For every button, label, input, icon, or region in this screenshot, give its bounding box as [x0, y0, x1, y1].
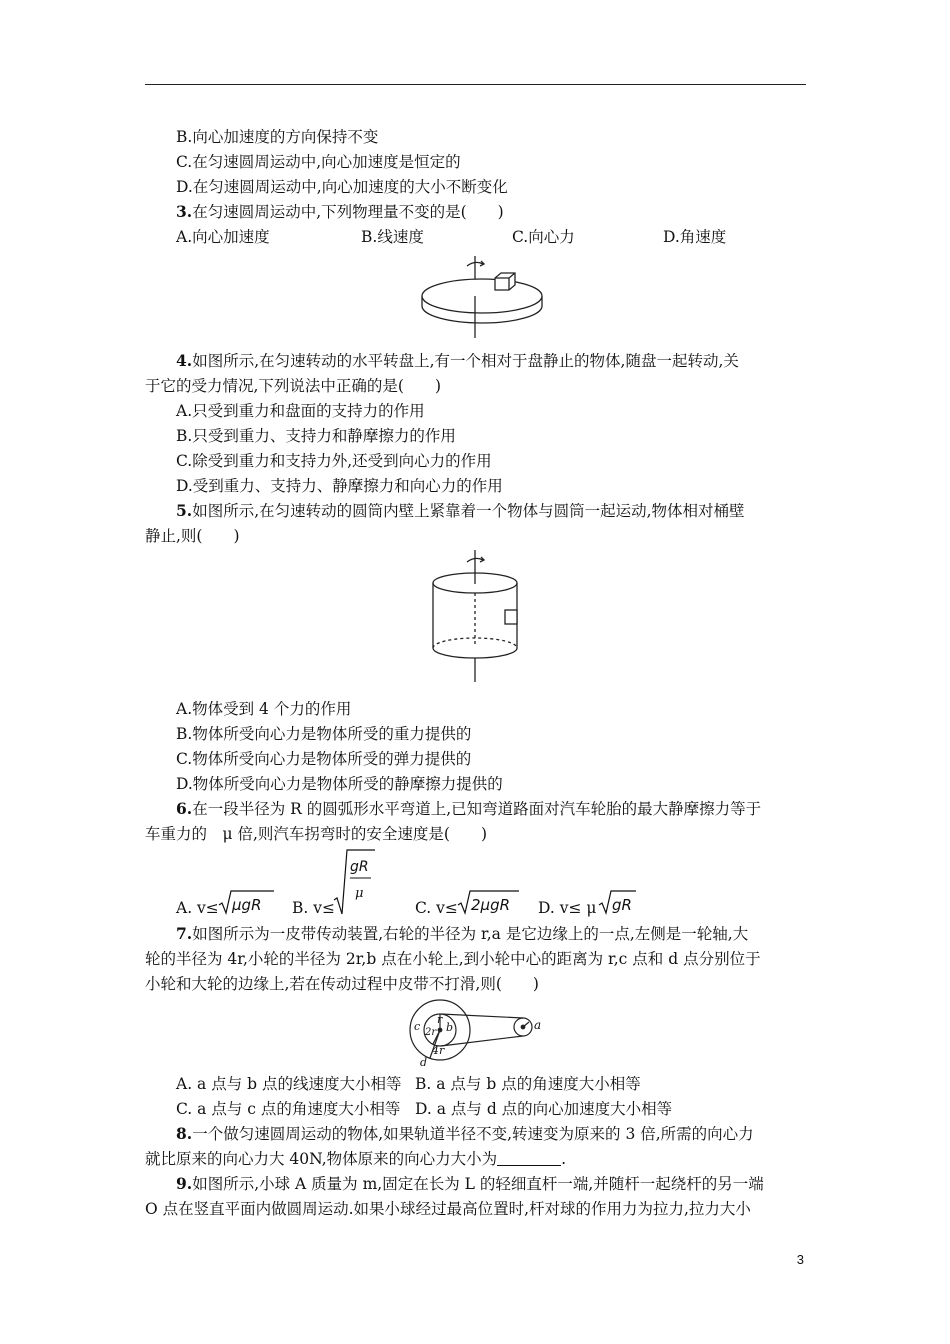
question-9-line-1: [176, 1175, 764, 1193]
question-9-number: 9.: [176, 1174, 193, 1193]
q2-option-d: D.在匀速圆周运动中,向心加速度的大小不断变化: [176, 178, 508, 196]
answer-blank[interactable]: [497, 1151, 561, 1166]
header-rule: [145, 84, 806, 85]
q7-option-c: C. a 点与 c 点的角速度大小相等: [176, 1100, 401, 1118]
question-3-stem: [176, 203, 504, 221]
turntable-figure: [415, 252, 550, 342]
question-7-line-1: [176, 925, 748, 943]
page-number: 3: [796, 1252, 804, 1267]
question-7-number: 7.: [176, 924, 193, 943]
q7-option-d: D. a 点与 d 点的向心加速度大小相等: [415, 1100, 673, 1118]
question-5-text-1: 如图所示,在匀速转动的圆筒内壁上紧靠着一个物体与圆筒一起运动,物体相对桶壁: [192, 502, 745, 520]
fig-label-d: d: [420, 1056, 428, 1069]
q2-option-b: B.向心加速度的方向保持不变: [176, 128, 379, 146]
q6-option-a-prefix: A. v≤: [176, 899, 219, 917]
q6-option-d-prefix: D. v≤ μ: [538, 899, 597, 917]
q6-option-c-prefix: C. v≤: [415, 899, 458, 917]
question-3-text: 在匀速圆周运动中,下列物理量不变的是( ): [192, 203, 504, 221]
q5-option-c: C.物体所受向心力是物体所受的弹力提供的: [176, 750, 472, 768]
question-8-number: 8.: [176, 1124, 193, 1143]
q6-option-c-radicand: 2μgR: [471, 896, 511, 914]
q5-option-d: D.物体所受向心力是物体所受的静摩擦力提供的: [176, 775, 503, 793]
q4-option-d: D.受到重力、支持力、静摩擦力和向心力的作用: [176, 477, 503, 495]
question-4-text-1: 如图所示,在匀速转动的水平转盘上,有一个相对于盘静止的物体,随盘一起转动,关: [192, 352, 739, 370]
question-8-line-1: [176, 1125, 754, 1143]
q5-option-a: A.物体受到 4 个力的作用: [176, 700, 352, 718]
question-4-line-2: 于它的受力情况,下列说法中正确的是( ): [145, 377, 442, 395]
question-7-line-3: 小轮和大轮的边缘上,若在传动过程中皮带不打滑,则( ): [145, 975, 539, 993]
q3-option-d: D.角速度: [663, 228, 727, 246]
fig-label-4r: 4r: [432, 1044, 445, 1057]
fig-label-b: b: [446, 1021, 454, 1034]
q4-option-a: A.只受到重力和盘面的支持力的作用: [176, 402, 425, 420]
question-5-line-1: [176, 502, 745, 520]
question-6-text-1: 在一段半径为 R 的圆弧形水平弯道上,已知弯道路面对汽车轮胎的最大静摩擦力等于: [192, 800, 762, 818]
question-8-period: .: [561, 1150, 567, 1168]
question-7-line-2: 轮的半径为 4r,小轮的半径为 2r,b 点在小轮上,到小轮中心的距离为 r,c 点和 d 点分别位于: [145, 950, 761, 968]
question-6-number: 6.: [176, 799, 193, 818]
fig-label-c: c: [414, 1020, 421, 1033]
question-9-text-1: 如图所示,小球 A 质量为 m,固定在长为 L 的轻细直杆一端,并随杆一起绕杆的另一端: [192, 1175, 764, 1193]
q6-option-c: [415, 899, 458, 917]
question-8-line-2: [145, 1150, 566, 1168]
question-3-number: 3.: [176, 202, 193, 221]
q6-option-d: [538, 899, 596, 917]
q2-option-c: C.在匀速圆周运动中,向心加速度是恒定的: [176, 153, 461, 171]
q6-option-b-denominator: μ: [355, 886, 364, 901]
fig-label-a: a: [534, 1018, 542, 1032]
q3-option-b: B.线速度: [361, 228, 424, 246]
q4-option-b: B.只受到重力、支持力和静摩擦力的作用: [176, 427, 456, 445]
question-5-line-2: 静止,则( ): [145, 527, 240, 545]
q3-option-c: C.向心力: [512, 228, 575, 246]
question-8-text-2: 就比原来的向心力大 40N,物体原来的向心力大小为: [145, 1150, 498, 1168]
q6-option-d-radicand: gR: [612, 896, 632, 914]
q6-option-b-prefix: B. v≤: [292, 899, 335, 917]
fig-label-r: r: [437, 1013, 443, 1026]
fig-label-2r: 2r: [425, 1027, 437, 1038]
q7-option-b: B. a 点与 b 点的角速度大小相等: [415, 1075, 641, 1093]
question-5-number: 5.: [176, 501, 193, 520]
q3-option-a: A.向心加速度: [176, 228, 270, 246]
q5-option-b: B.物体所受向心力是物体所受的重力提供的: [176, 725, 472, 743]
cylinder-figure: [425, 550, 525, 685]
question-7-text-1: 如图所示为一皮带传动装置,右轮的半径为 r,a 是它边缘上的一点,左侧是一轮轴,大: [192, 925, 749, 943]
question-4-line-1: [176, 352, 739, 370]
q7-option-a: A. a 点与 b 点的线速度大小相等: [176, 1075, 402, 1093]
question-4-number: 4.: [176, 351, 193, 370]
q6-option-a-radicand: μgR: [232, 896, 262, 914]
question-8-text-1: 一个做匀速圆周运动的物体,如果轨道半径不变,转速变为原来的 3 倍,所需的向心力: [192, 1125, 754, 1143]
question-6-line-1: [176, 800, 761, 818]
question-6-line-2: 车重力的 μ 倍,则汽车拐弯时的安全速度是( ): [145, 825, 488, 843]
q4-option-c: C.除受到重力和支持力外,还受到向心力的作用: [176, 452, 492, 470]
q6-option-a: [176, 899, 219, 917]
q6-option-b: [292, 899, 335, 917]
q6-option-b-numerator: gR: [350, 859, 369, 875]
question-9-line-2: O 点在竖直平面内做圆周运动.如果小球经过最高位置时,杆对球的作用力为拉力,拉力大小: [145, 1200, 751, 1218]
